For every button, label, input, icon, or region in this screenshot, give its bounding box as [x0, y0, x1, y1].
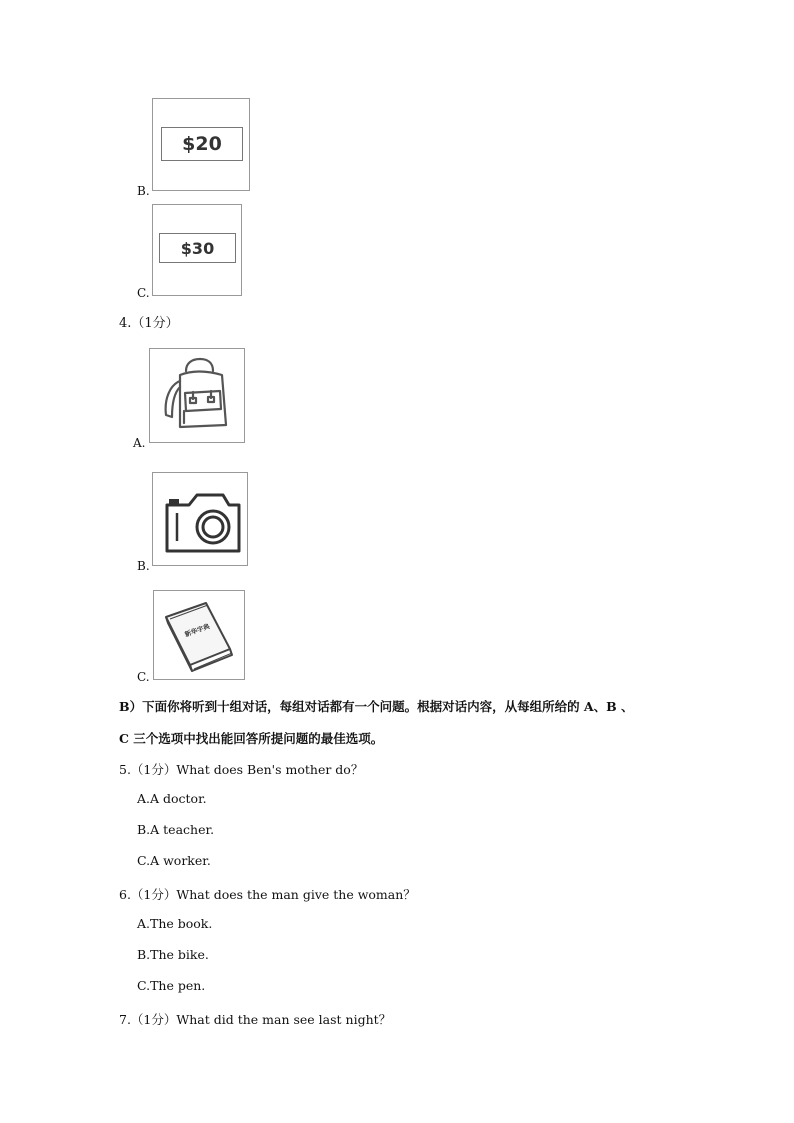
q6-option-c[interactable]: C.The pen.	[137, 978, 206, 993]
dictionary-book-icon	[154, 591, 246, 681]
q3-option-b-image	[152, 98, 250, 191]
section-b-instruction-line1: B）下面你将听到十组对话，每组对话都有一个问题。根据对话内容，从每组所给的 A、B 、	[119, 699, 634, 714]
q6-option-a[interactable]: A.The book.	[137, 916, 213, 931]
backpack-icon	[150, 349, 246, 444]
q4-heading: 4.（1分）	[119, 316, 179, 331]
q7-heading: 7.（1分）What did the man see last night？	[119, 1012, 392, 1027]
q5-option-a[interactable]: A.A doctor.	[137, 791, 207, 806]
q3-option-c-label[interactable]: C.	[137, 286, 150, 300]
price-tag-20	[161, 127, 243, 161]
q5-option-b[interactable]: B.A teacher.	[137, 822, 215, 837]
price-text: $20	[182, 133, 222, 155]
q6-option-b[interactable]: B.The bike.	[137, 947, 209, 962]
q4-option-c-image	[153, 590, 245, 680]
book-title-text: 新华字典	[183, 622, 211, 639]
camera-icon	[153, 473, 249, 567]
q4-option-b-image	[152, 472, 248, 566]
q4-option-a-image	[149, 348, 245, 443]
q4-option-b-label[interactable]: B.	[137, 559, 150, 573]
q4-option-c-label[interactable]: C.	[137, 670, 150, 684]
q3-option-c-image	[152, 204, 242, 296]
q5-option-c[interactable]: C.A worker.	[137, 853, 211, 868]
q3-option-b-label[interactable]: B.	[137, 184, 150, 198]
section-b-instruction-line2: C 三个选项中找出能回答所提问题的最佳选项。	[119, 731, 384, 746]
price-tag-30	[159, 233, 236, 263]
q4-option-a-label[interactable]: A.	[133, 436, 146, 450]
price-text: $30	[180, 238, 215, 258]
q5-heading: 5.（1分）What does Ben's mother do？	[119, 762, 364, 777]
q6-heading: 6.（1分）What does the man give the woman？	[119, 887, 416, 902]
